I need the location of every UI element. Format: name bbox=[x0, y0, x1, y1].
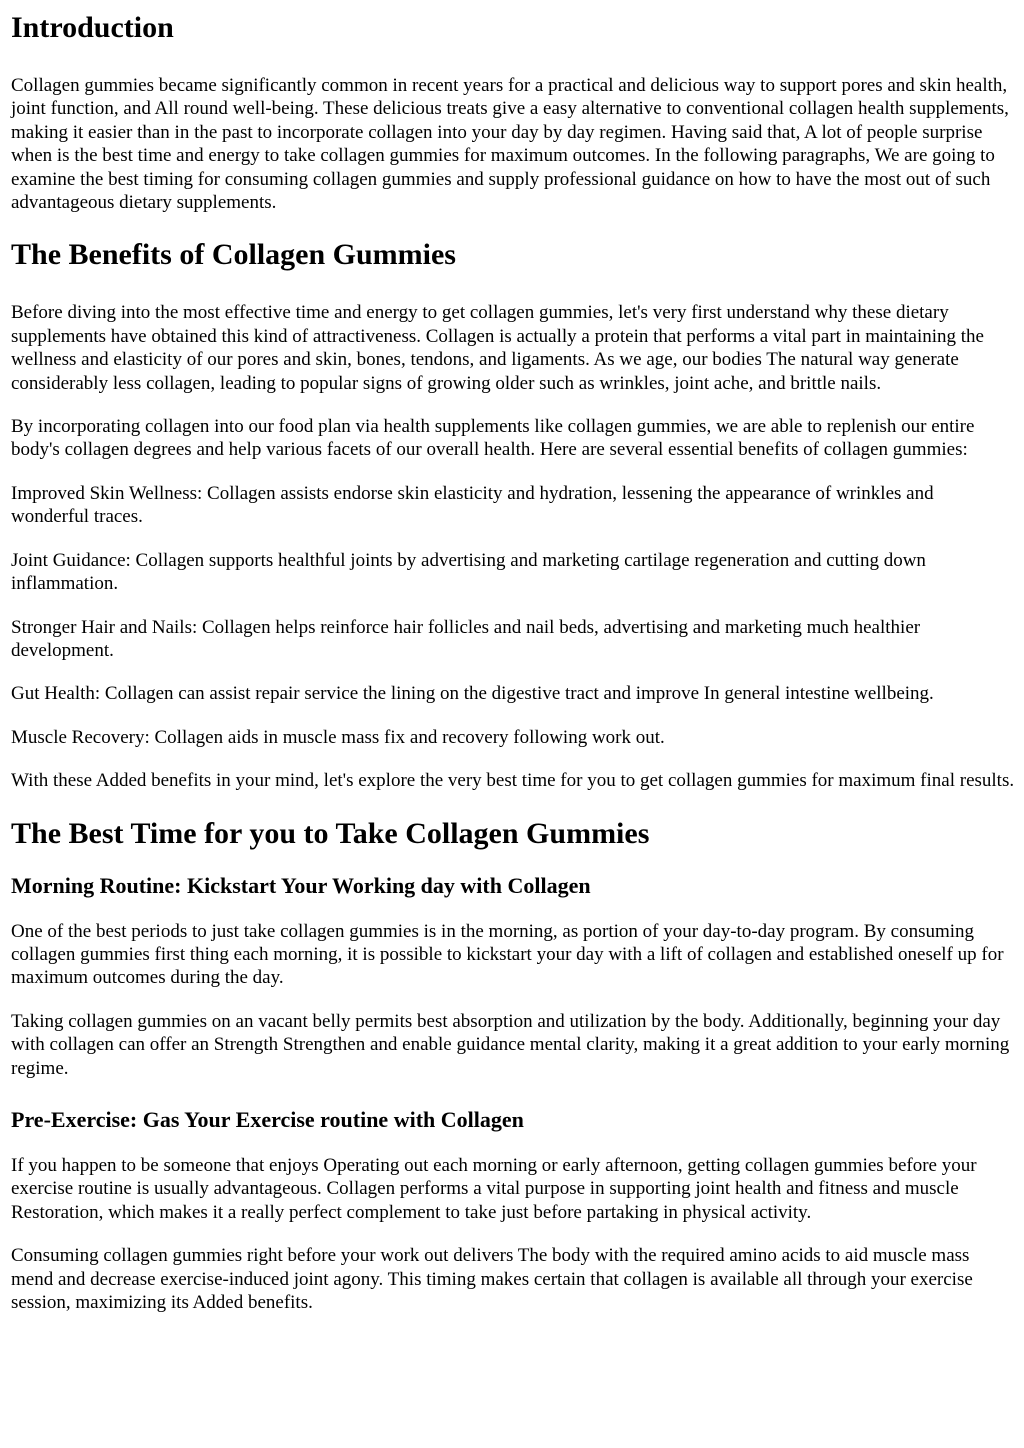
morning-paragraph-2: Taking collagen gummies on an vacant belly permits best absorption and utilization by the body. Additionally, beginning your day with collagen can offer an Strength Strengthen and enable guidance mental clarity, making it a great addition to your early morning regime. bbox=[11, 1010, 1010, 1079]
benefit-gut: Gut Health: Collagen can assist repair service the lining on the digestive tract and improve In general intestine wellbeing. bbox=[11, 683, 934, 705]
benefit-skin: Improved Skin Wellness: Collagen assists endorse skin elasticity and hydration, lessening the appearance of wrinkles and wonderful traces. bbox=[11, 482, 934, 528]
heading-best-time: The Best Time for you to Take Collagen Gummies bbox=[11, 816, 650, 850]
benefits-paragraph-1: Before diving into the most effective time and energy to get collagen gummies, let's very first understand why these dietary supplements have obtained this kind of attractiveness. Collagen is actually a protein that performs a vital part in maintaining the wellness and elasticity of our pores and skin, bones, tendons, and ligaments. As we age, our bodies The natural way generate considerably less collagen, leading to popular signs of growing older such as wrinkles, joint ache, and brittle nails. bbox=[11, 302, 984, 394]
benefits-closing-paragraph: With these Added benefits in your mind, let's explore the very best time for you to get collagen gummies for maximum final results. bbox=[11, 770, 1015, 792]
subheading-pre-exercise: Pre-Exercise: Gas Your Exercise routine with Collagen bbox=[11, 1106, 524, 1132]
intro-paragraph: Collagen gummies became significantly common in recent years for a practical and delicious way to support pores and skin health, joint function, and All round well-being. These delicious treats give a easy alternative to conventional collagen health supplements, making it easier than in the past to incorporate collagen into your day by day regimen. Having said that, A lot of people surprise when is the best time and energy to take collagen gummies for maximum outcomes. In the following paragraphs, We are going to examine the best timing for consuming collagen gummies and supply professional guidance on how to have the most out of such advantageous dietary supplements. bbox=[11, 75, 1009, 214]
benefit-hair-nails: Stronger Hair and Nails: Collagen helps reinforce hair follicles and nail beds, advertising and marketing much healthier development. bbox=[11, 616, 921, 661]
pre-exercise-paragraph-2: Consuming collagen gummies right before your work out delivers The body with the required amino acids to aid muscle mass mend and decrease exercise-induced joint agony. This timing makes certain that collagen is available all through your exercise session, maximizing its Added benefits. bbox=[11, 1245, 973, 1313]
morning-paragraph-1: One of the best periods to just take collagen gummies is in the morning, as portion of your day-to-day program. By consuming collagen gummies first thing each morning, it is possible to kickstart your day with a lift of collagen and established oneself up for maximum outcomes during the day. bbox=[11, 920, 1004, 989]
benefit-joint: Joint Guidance: Collagen supports healthful joints by advertising and marketing cartilage regeneration and cutting down inflammation. bbox=[11, 549, 926, 595]
benefits-paragraph-2: By incorporating collagen into our food plan via health supplements like collagen gummies, we are able to replenish our entire body's collagen degrees and help various facets of our overall health. Here are several essential benefits of collagen gummies: bbox=[11, 416, 975, 461]
heading-introduction: Introduction bbox=[11, 11, 174, 44]
pre-exercise-paragraph-1: If you happen to be someone that enjoys Operating out each morning or early afternoon, getting collagen gummies before your exercise routine is usually advantageous. Collagen performs a vital purpose in supporting joint health and fitness and muscle Restoration, which makes it a really perfect complement to take just before partaking in physical activity. bbox=[11, 1154, 977, 1223]
subheading-morning-routine: Morning Routine: Kickstart Your Working day with Collagen bbox=[11, 872, 591, 898]
benefit-muscle: Muscle Recovery: Collagen aids in muscle mass fix and recovery following work out. bbox=[11, 726, 665, 748]
heading-benefits: The Benefits of Collagen Gummies bbox=[11, 238, 456, 272]
